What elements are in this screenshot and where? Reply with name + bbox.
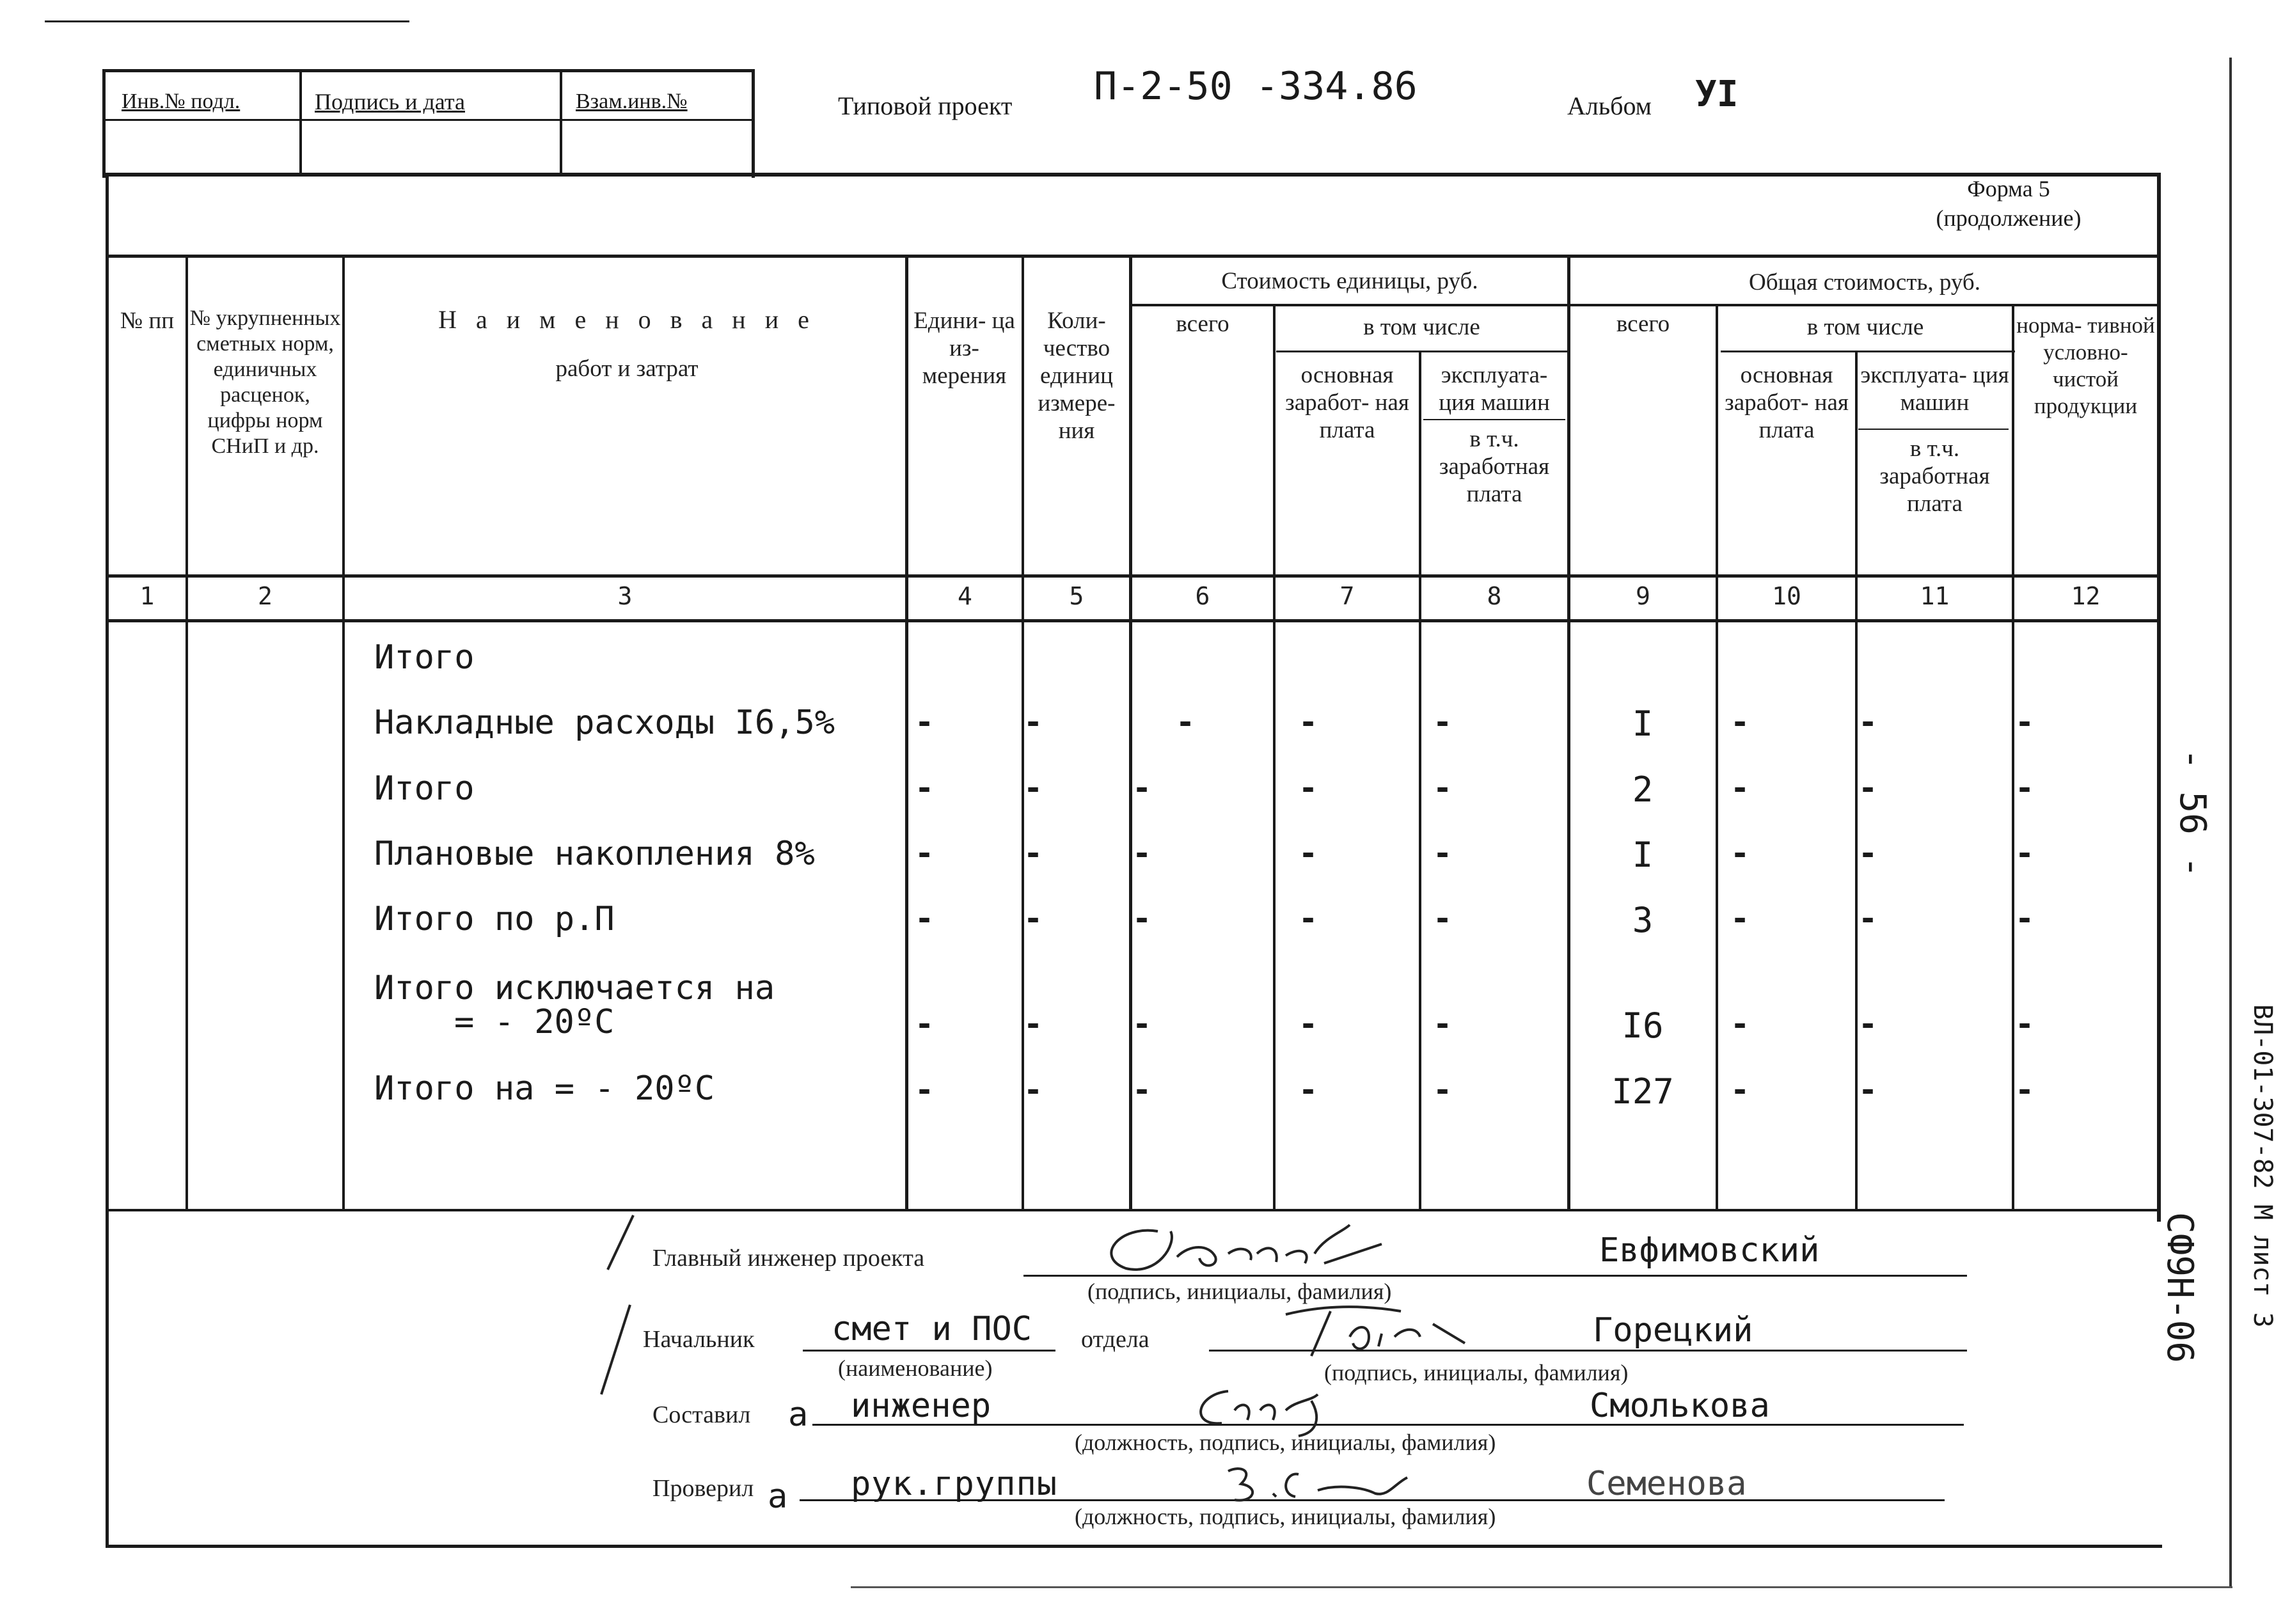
row-dash: - [1433, 769, 1453, 807]
row-dash: - [1299, 900, 1318, 937]
row-dash: - [1858, 1071, 1878, 1108]
row-dash: - [1858, 704, 1878, 741]
row-dash: - [2015, 1071, 2035, 1108]
proveril-a: а [768, 1478, 788, 1516]
sostavil-label: Составил [652, 1401, 751, 1428]
stamp-inv-podl: Инв.№ подл. [122, 90, 241, 113]
hdr-col3-title: Н а и м е н о в а н и е [438, 305, 816, 334]
row-dash: - [1730, 1005, 1750, 1043]
row-dash: - [1023, 900, 1043, 937]
row-dash: - [1176, 704, 1196, 741]
row-dash: - [1299, 704, 1318, 741]
hdr-col6-vsego: всего [1176, 311, 1229, 337]
row-total: I [1632, 835, 1654, 875]
hdr-col8-vtch: в т.ч. заработная плата [1439, 426, 1550, 507]
tipovoy-proekt-label: Типовой проект [838, 91, 1013, 120]
bottom-rule [851, 1586, 2232, 1588]
hint-naimenovanie: (наименование) [838, 1355, 993, 1381]
hint-signature-fio: (подпись, инициалы, фамилия) [1087, 1279, 1392, 1304]
row-total: 3 [1632, 900, 1654, 940]
row-dash: - [1299, 1071, 1318, 1108]
row-dash: - [2015, 704, 2035, 741]
hdr-col9-vsego: всего [1616, 311, 1670, 337]
otdela-label: отдела [1081, 1326, 1149, 1353]
row-dash: - [915, 900, 935, 937]
chief-engineer-name: Евфимовский [1599, 1231, 1820, 1270]
row-dash: - [1132, 769, 1152, 807]
nachalnik-dept: смет и ПОС [832, 1310, 1032, 1348]
row-total: I6 [1622, 1005, 1664, 1046]
hdr-col10: основная заработ- ная плата [1725, 362, 1849, 443]
row-dash: - [1023, 835, 1043, 872]
hdr-col1: № пп [120, 308, 175, 334]
proveril-position: рук.группы [851, 1465, 1058, 1503]
row-dash: - [915, 704, 935, 741]
row-dash: - [915, 835, 935, 872]
row-dash: - [1730, 704, 1750, 741]
hdr-total-cost: Общая стоимость, руб. [1748, 269, 1981, 296]
signature-margin-marks [595, 1212, 672, 1404]
row-dash: - [1299, 769, 1318, 807]
side-doc-ref: ВЛ-01-307-82 М лист 3 [2248, 1004, 2277, 1328]
nachalnik-handwritten-signature [1273, 1298, 1478, 1362]
hint-dolzhnost: (должность, подпись, инициалы, фамилия) [1075, 1430, 1496, 1455]
row-dash: - [1433, 835, 1453, 872]
hdr-unit-vtom: в том числе [1363, 314, 1480, 340]
chief-handwritten-signature [1081, 1218, 1388, 1279]
nachalnik-name: Горецкий [1593, 1311, 1753, 1350]
row-dash: - [1023, 1005, 1043, 1043]
row-dash: - [2015, 1005, 2035, 1043]
row-dash: - [1730, 900, 1750, 937]
row-name: Итого исключается на [374, 969, 775, 1007]
hint-dolzhnost-2: (должность, подпись, инициалы, фамилия) [1075, 1504, 1496, 1529]
row-dash: - [1433, 704, 1453, 741]
stamp-vzam-inv: Взам.инв.№ [576, 90, 688, 113]
row-total: I27 [1611, 1071, 1674, 1112]
hdr-total-vtom: в том числе [1806, 314, 1924, 340]
row-dash: - [1132, 835, 1152, 872]
row-dash: - [1023, 769, 1043, 807]
row-dash: - [1023, 704, 1043, 741]
row-dash: - [1299, 1005, 1318, 1043]
top-rule [45, 20, 409, 22]
chief-engineer-label: Главный инженер проекта [652, 1245, 925, 1272]
proveril-label: Проверил [652, 1475, 754, 1502]
sostavil-a: а [788, 1396, 809, 1434]
row-dash: - [1299, 835, 1318, 872]
forma-label: Форма 5 (продолжение) [1936, 176, 2082, 231]
stamp-podpis-data: Подпись и дата [315, 89, 465, 114]
row-dash: - [1433, 1005, 1453, 1043]
row-dash: - [915, 769, 935, 807]
row-dash: - [1023, 1071, 1043, 1108]
sostavil-position: инженер [851, 1387, 991, 1425]
row-dash: - [1132, 1071, 1152, 1108]
row-dash: - [1433, 900, 1453, 937]
row-dash: - [915, 1071, 935, 1108]
row-name: Итого на = - 20ºC [374, 1069, 715, 1108]
row-dash: - [2015, 900, 2035, 937]
hdr-col7: основная заработ- ная плата [1285, 362, 1409, 443]
row-dash: - [1132, 1005, 1152, 1043]
row-dash: - [2015, 769, 2035, 807]
row-name: Плановые накопления 8% [374, 835, 815, 873]
side-code: СФ9Н-06 [2159, 1212, 2200, 1364]
hdr-col3-sub: работ и затрат [555, 356, 699, 382]
row-name: Итого по р.П [374, 900, 615, 938]
row-name: Накладные расходы I6,5% [374, 704, 835, 742]
hdr-col8-eks: эксплуата- ция машин [1439, 362, 1550, 416]
row-dash: - [1730, 769, 1750, 807]
row-total: I [1632, 704, 1654, 744]
row-dash: - [1858, 835, 1878, 872]
right-edge-line [2229, 58, 2232, 1586]
hint-signature-fio-2: (подпись, инициалы, фамилия) [1324, 1360, 1629, 1385]
hdr-col11-eks: эксплуата- ция машин [1860, 362, 2009, 416]
hdr-unit-cost: Стоимость единицы, руб. [1221, 268, 1478, 294]
row-dash: - [1730, 1071, 1750, 1108]
hdr-col5: Коли- чество единиц измере- ния [1038, 308, 1116, 444]
row-name-line2: = - 20ºC [454, 1003, 615, 1041]
nachalnik-label: Начальник [643, 1326, 755, 1353]
hdr-col2: № укрупненных сметных норм, единичных расценок, цифры норм СНиП и др. [189, 306, 341, 458]
page-number: - 56 - [2172, 748, 2213, 878]
row-dash: - [1433, 1071, 1453, 1108]
row-dash: - [1132, 900, 1152, 937]
row-dash: - [1858, 769, 1878, 807]
row-dash: - [1858, 1005, 1878, 1043]
row-name: Итого [374, 638, 475, 677]
row-dash: - [1858, 900, 1878, 937]
album-value: УI [1695, 74, 1739, 115]
row-dash: - [1730, 835, 1750, 872]
row-dash: - [2015, 835, 2035, 872]
row-total: 2 [1632, 769, 1654, 810]
sostavil-name: Смолькова [1590, 1387, 1770, 1425]
hdr-col4: Едини- ца из- мерения [913, 308, 1015, 389]
hdr-col12: норма- тивной условно- чистой продукции [2016, 313, 2155, 418]
row-name: Итого [374, 769, 475, 808]
row-dash: - [915, 1005, 935, 1043]
proveril-name: Семенова [1586, 1465, 1747, 1503]
hdr-col11-vtch: в т.ч. заработная плата [1879, 436, 1990, 517]
album-label: Альбом [1567, 91, 1652, 120]
project-code: П-2-50 -334.86 [1094, 64, 1418, 109]
